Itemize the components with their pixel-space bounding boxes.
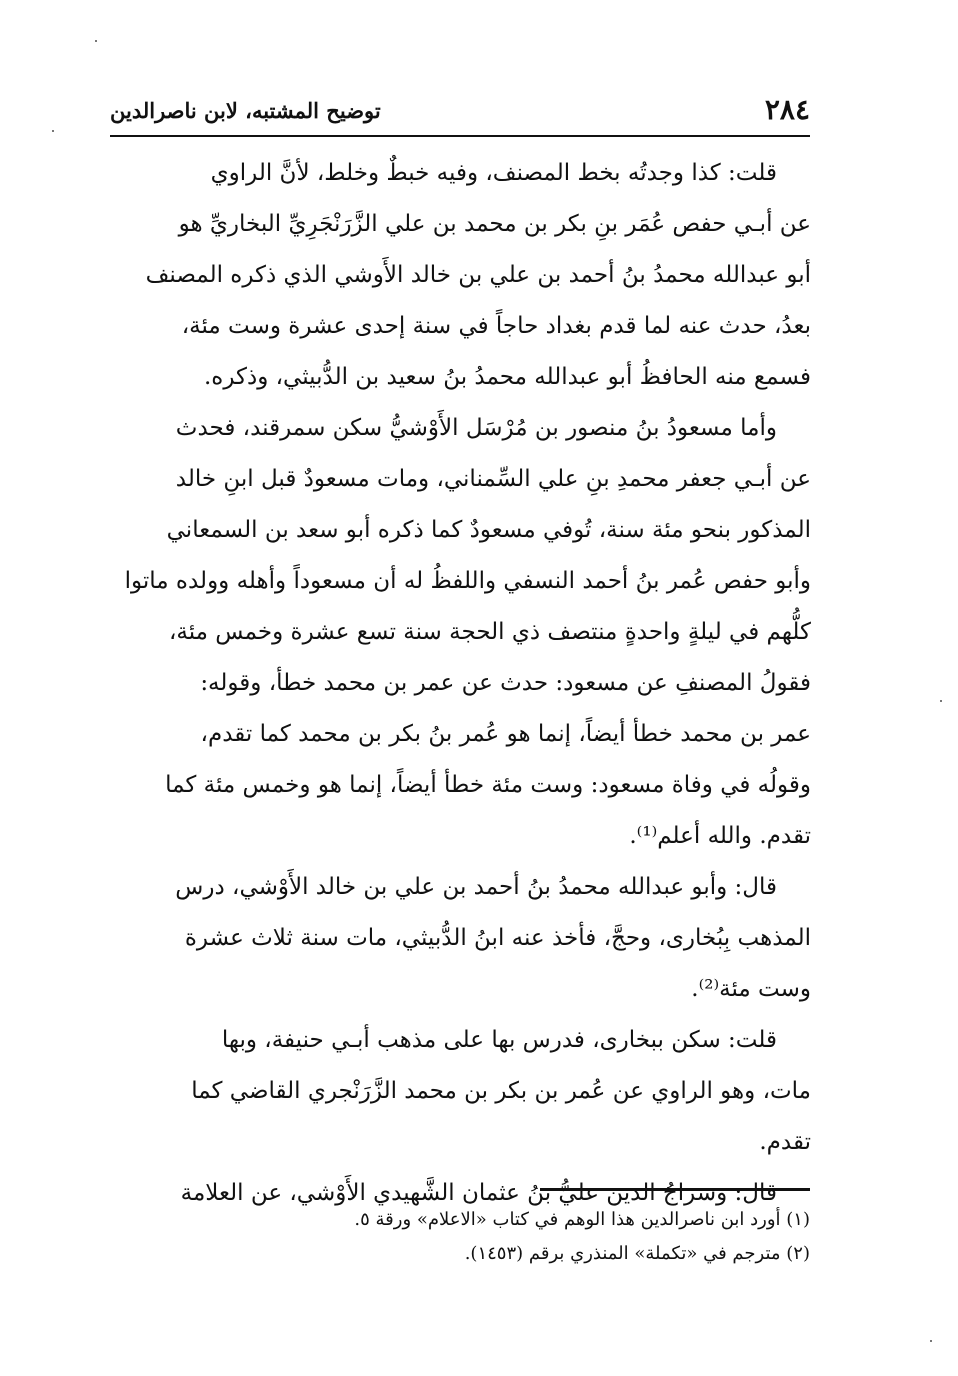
text-line: عمر بن محمد خطأ أيضاً، إنما هو عُمر بنُ بكر بن محمد كما تقدم، <box>200 721 811 747</box>
footnote: (١) أورد ابن ناصرالدين هذا الوهم في كتاب «الاعلام» ورقة ٥. <box>354 1209 810 1230</box>
header-rule <box>110 135 810 137</box>
text-line: كلُّهم في ليلةٍ واحدةٍ منتصف ذي الحجة سنة تسع عشرة وخمس مئة، <box>168 619 811 645</box>
text-line: مات، وهو الراوي عن عُمر بن بكر بن محمد الزَّرَنْجري القاضي كما <box>191 1078 811 1104</box>
text-line: المذهب بِبُخارى، وحجَّ، فأخذ عنه ابنُ الدُّبيثي، مات سنة ثلاث عشرة <box>184 925 811 951</box>
text-line: وأبو حفص عُمر بنُ أحمد النسفي واللفظُ له أن مسعوداً وأهله وولده ماتوا <box>124 568 811 594</box>
text-line: وقولُه في وفاة مسعود: وست مئة خطأ أيضاً، إنما هو وخمس مئة كما <box>165 772 811 798</box>
text-line: فسمع منه الحافظُ أبو عبدالله محمدُ بنُ سعيد بن الدُّبيثي، وذكره. <box>203 364 811 390</box>
text-line: عن أبـي جعفر محمدِ بنِ علي السِّمناني، ومات مسعودٌ قبل ابنِ خالد <box>175 466 811 492</box>
text-line: أبو عبدالله محمدُ بنُ أحمد بن علي بن خالد الأَوشي الذي ذكره المصنف <box>145 262 811 288</box>
page-header <box>110 92 810 132</box>
text-line: تقدم. والله أعلم⁽¹⁾. <box>629 823 811 849</box>
footnotes <box>180 1203 810 1271</box>
text-line: قلت: سكن ببخارى، فدرس بها على مذهب أبـي حنيفة، وبها <box>221 1027 777 1053</box>
scan-speck <box>940 700 942 702</box>
running-title: توضيح المشتبه، لابن ناصرالدين <box>110 98 381 123</box>
text-line: بعدُ، حدث عنه لما قدم بغداد حاجاً في سنة إحدى عشرة وست مئة، <box>181 313 811 339</box>
text-line: المذكور بنحو مئة سنة، تُوفي مسعودٌ كما ذكره أبو سعد بن السمعاني <box>166 517 811 543</box>
text-line: وأما مسعودُ بنُ منصور بن مُرْسَل الأَوْشيُّ سكن سمرقند، فحدث <box>175 415 777 441</box>
page-number: ٢٨٤ <box>764 93 810 126</box>
scan-speck <box>95 40 97 42</box>
text-line: قال: وأبو عبدالله محمدُ بنُ أحمد بن علي بن خالد الأَوْشي، درس <box>175 874 777 900</box>
footnote: (٢) مترجم في «تكملة» المنذري برقم (١٤٥٣). <box>464 1243 810 1264</box>
text-line: عن أبـي حفص عُمَر بنِ بكر بن محمد بن علي الزَّرَنْجَرِيِّ البخاريِّ هو <box>178 211 811 237</box>
text-line: قال: وسراجُ الدين عليُّ بنُ عثمان الشَّهيدي الأَوْشي، عن العلامة <box>180 1180 777 1206</box>
scan-speck <box>930 1340 932 1342</box>
text-line: وست مئة⁽²⁾. <box>691 976 811 1002</box>
text-line: تقدم. <box>759 1129 811 1155</box>
scan-speck <box>52 130 54 132</box>
main-text <box>105 148 811 1219</box>
footnote-rule <box>540 1188 810 1191</box>
text-line: قلت: كذا وجدتُه بخط المصنف، وفيه خبطٌ وخلط، لأنَّ الراوي <box>210 160 777 186</box>
text-line: فقولُ المصنفِ عن مسعود: حدث عن عمر بن محمد خطأ، وقوله: <box>200 670 811 696</box>
